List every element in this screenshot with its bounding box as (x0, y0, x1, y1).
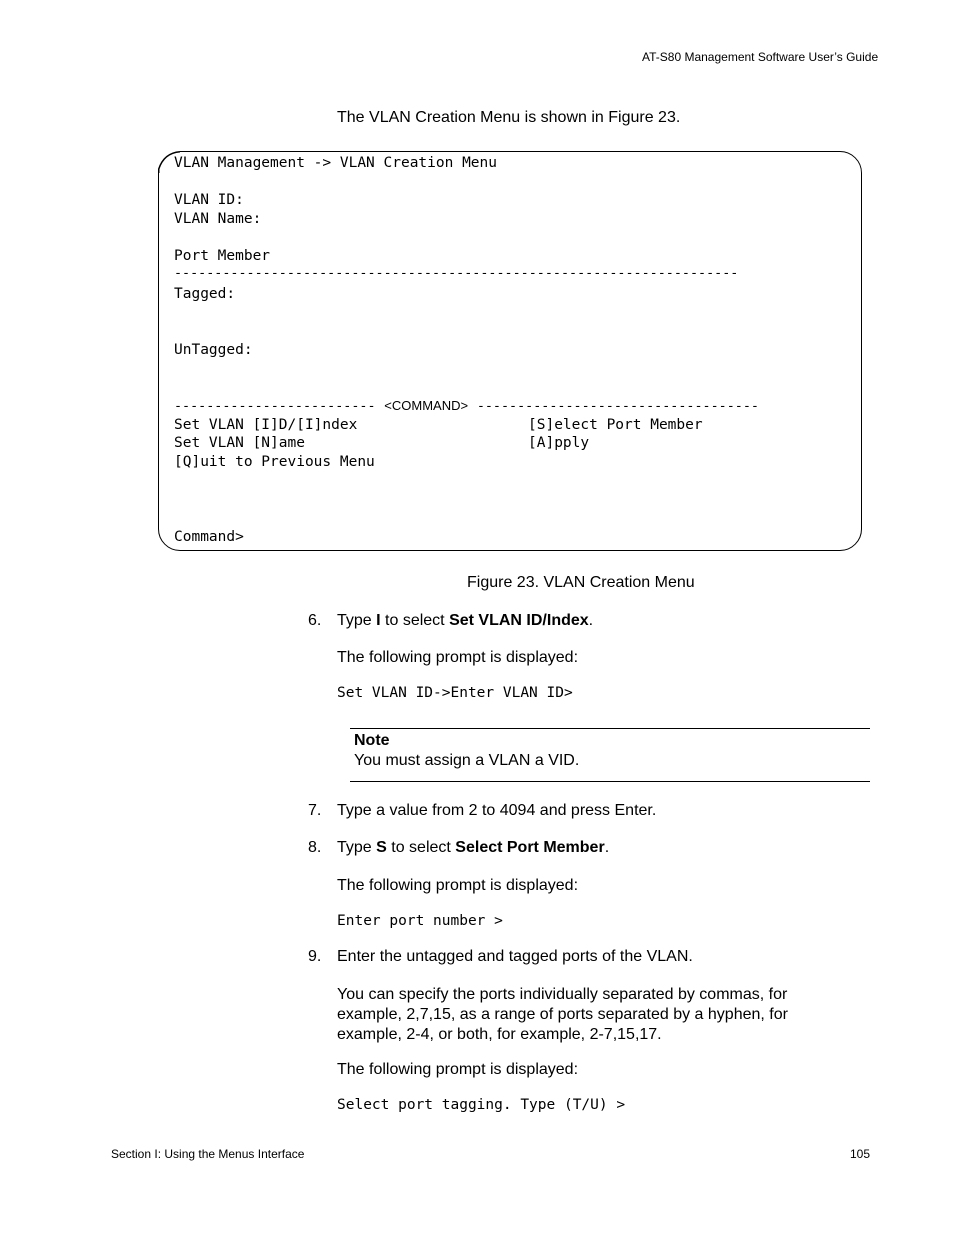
command-divider-right: ----------------------------------- (476, 399, 759, 414)
command-divider-left: ------------------------- (174, 399, 376, 414)
running-header: AT-S80 Management Software User’s Guide (642, 50, 879, 64)
step-8-post: . (604, 839, 610, 856)
step-6-pre: Type (337, 612, 377, 629)
vlan-id-field: VLAN ID: (174, 192, 244, 208)
cmd-set-vlan-id: Set VLAN [I]D/[I]ndex (174, 417, 358, 433)
cmd-select-port-member: [S]elect Port Member (528, 417, 703, 433)
command-prompt: Command> (174, 529, 244, 545)
step-9-follow: The following prompt is displayed: (337, 1061, 579, 1078)
step-7-text: Type a value from 2 to 4094 and press Enter. (337, 802, 657, 819)
step-6-mid: to select (380, 612, 450, 629)
cmd-apply: [A]pply (528, 435, 590, 451)
command-divider (174, 397, 759, 416)
note-title: Note (354, 732, 390, 749)
tagged-field: Tagged: (174, 286, 236, 302)
intro-text: The VLAN Creation Menu is shown in Figure 23. (337, 109, 681, 126)
step-8-mid: to select (386, 839, 456, 856)
step-8-target: Select Port Member (455, 839, 605, 856)
cmd-quit: [Q]uit to Previous Menu (174, 454, 375, 470)
page-number: 105 (850, 1147, 871, 1161)
step-6-post: . (588, 612, 594, 629)
untagged-field: UnTagged: (174, 342, 253, 358)
step-8-prompt: Enter port number > (337, 913, 503, 929)
step-6-prompt: Set VLAN ID->Enter VLAN ID> (337, 685, 573, 701)
step-9-detail: You can specify the ports individually separated by commas, for example, 2,7,15, as a range of ports separated by a hyphen, for example, 2-4, or both, for example, 2-7,15,17. (337, 986, 788, 1043)
step-7-number: 7. (308, 802, 322, 819)
step-6-target: Set VLAN ID/Index (449, 612, 589, 629)
port-member-heading: Port Member (174, 248, 271, 264)
step-6-text (337, 611, 593, 631)
step-6-key: I (376, 612, 381, 629)
step-9-text: Enter the untagged and tagged ports of the VLAN. (337, 948, 693, 965)
figure-caption: Figure 23. VLAN Creation Menu (467, 574, 695, 591)
note-text: You must assign a VLAN a VID. (354, 752, 580, 769)
step-9-prompt: Select port tagging. Type (T/U) > (337, 1097, 626, 1113)
step-8-key: S (376, 839, 387, 856)
cmd-set-vlan-name: Set VLAN [N]ame (174, 435, 305, 451)
step-6-follow: The following prompt is displayed: (337, 649, 579, 666)
port-member-divider: ---------------------------------------------------------------------- (174, 266, 739, 281)
command-divider-label: <COMMAND> (384, 398, 469, 413)
step-8-follow: The following prompt is displayed: (337, 877, 579, 894)
step-6-number: 6. (308, 612, 322, 629)
step-8-number: 8. (308, 839, 322, 856)
step-9-number: 9. (308, 948, 322, 965)
step-8-pre: Type (337, 839, 377, 856)
screen-title: VLAN Management -> VLAN Creation Menu (174, 155, 498, 171)
footer-section: Section I: Using the Menus Interface (111, 1147, 305, 1161)
step-8-text (337, 838, 609, 858)
vlan-name-field: VLAN Name: (174, 211, 262, 227)
vlan-creation-menu-screen (158, 151, 862, 551)
